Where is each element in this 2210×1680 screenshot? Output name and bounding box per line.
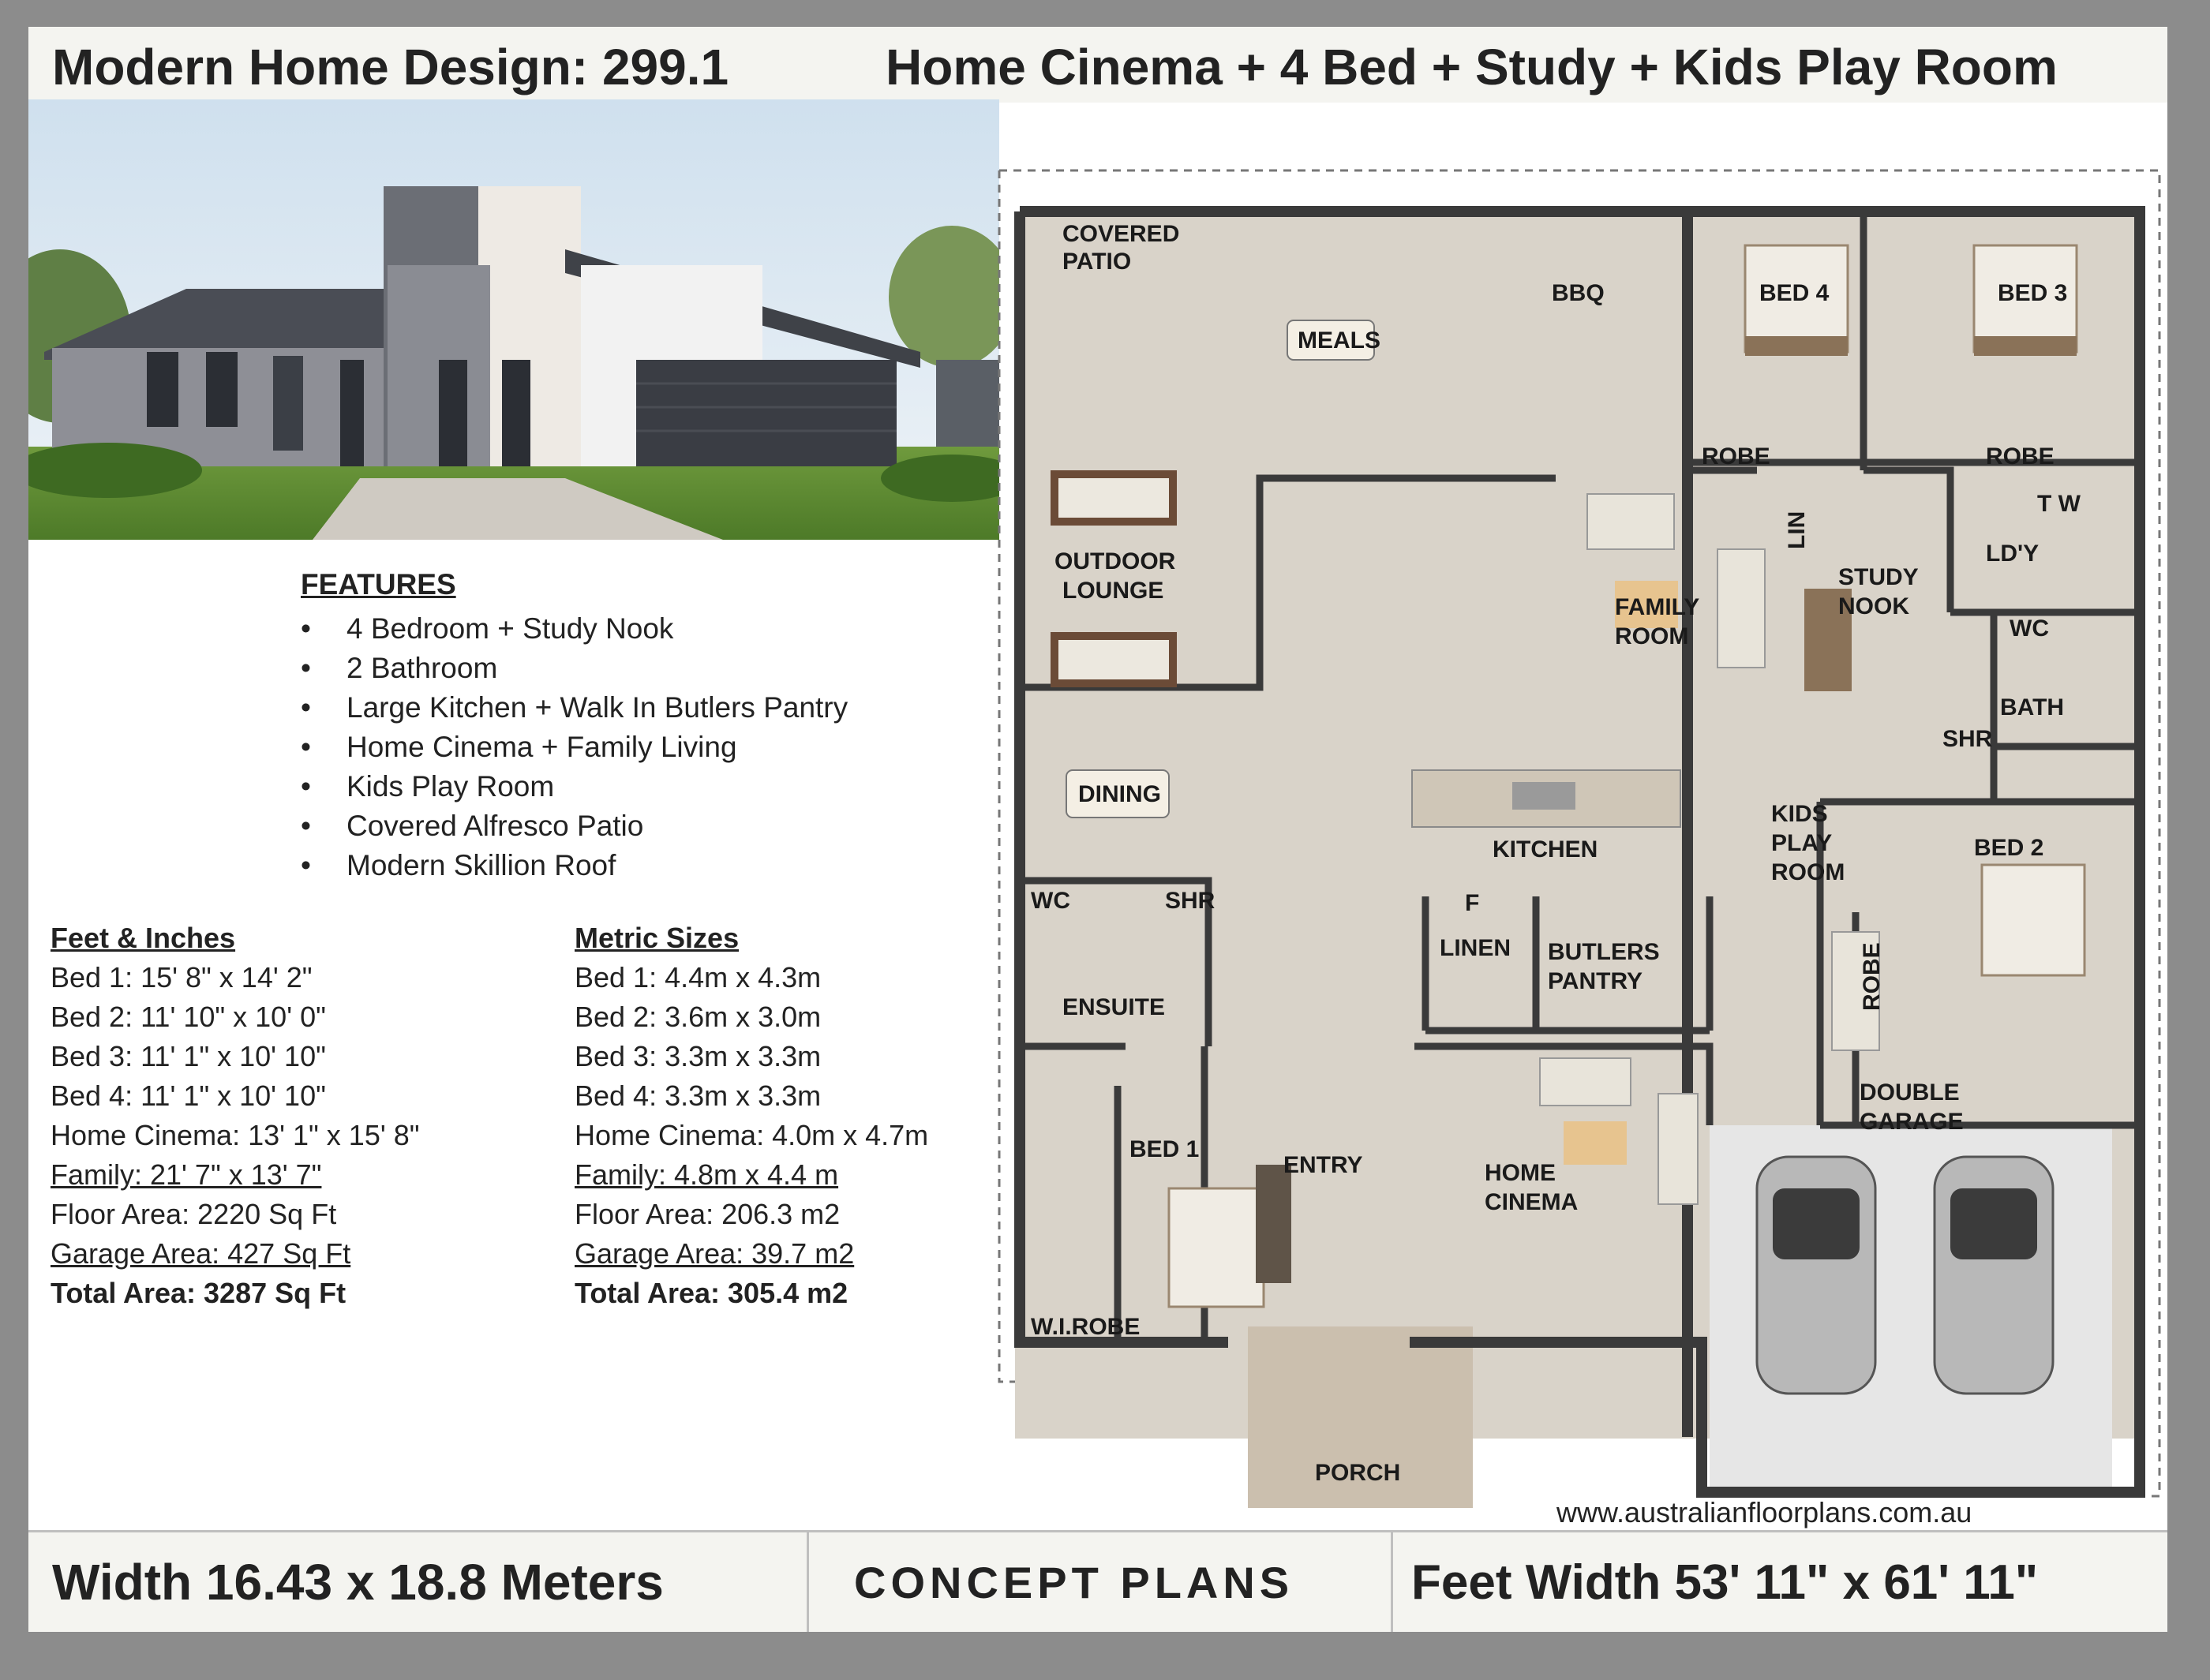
design-title: Modern Home Design: 299.1 bbox=[52, 39, 729, 95]
room-label: W.I.ROBE bbox=[1031, 1314, 1141, 1340]
footer-divider bbox=[807, 1532, 809, 1632]
website-url: www.australianfloorplans.com.au bbox=[1556, 1496, 1972, 1528]
size-row: Family: 4.8m x 4.4 m bbox=[575, 1158, 839, 1191]
size-row: Bed 3: 3.3m x 3.3m bbox=[575, 1040, 822, 1072]
room-label: BED 4 bbox=[1759, 280, 1830, 306]
size-row: Floor Area: 206.3 m2 bbox=[575, 1198, 841, 1230]
metric-sizes bbox=[575, 919, 928, 1313]
room-label: BBQ bbox=[1552, 280, 1605, 306]
room-label: BUTLERS bbox=[1548, 939, 1660, 965]
room-label: PLAY bbox=[1771, 830, 1833, 856]
room-label: NOOK bbox=[1838, 593, 1909, 619]
size-row: Floor Area: 2220 Sq Ft bbox=[51, 1198, 337, 1230]
feature-item: • Home Cinema + Family Living bbox=[301, 728, 848, 767]
room-label: KITCHEN bbox=[1493, 836, 1598, 862]
family-sofa bbox=[1587, 494, 1674, 549]
room-label: BED 2 bbox=[1974, 835, 2044, 861]
room-label: OUTDOOR bbox=[1054, 548, 1176, 574]
family-sofa bbox=[1717, 549, 1765, 668]
plan-sheet bbox=[28, 27, 2167, 1629]
room-label: PATIO bbox=[1062, 249, 1132, 275]
concept-plans-label: CONCEPT PLANS bbox=[854, 1557, 1294, 1607]
design-subtitle: Home Cinema + 4 Bed + Study + Kids Play Room bbox=[886, 39, 2058, 95]
size-row: Bed 3: 11' 1" x 10' 10" bbox=[51, 1040, 326, 1072]
total-area: Total Area: 305.4 m2 bbox=[575, 1277, 848, 1309]
feature-item: • Kids Play Room bbox=[301, 767, 848, 806]
room-label: T W bbox=[2037, 491, 2081, 517]
room-label: MEALS bbox=[1298, 327, 1380, 354]
room-label: DOUBLE bbox=[1860, 1079, 1960, 1106]
size-row: Home Cinema: 4.0m x 4.7m bbox=[575, 1119, 929, 1151]
size-row: Garage Area: 39.7 m2 bbox=[575, 1237, 855, 1270]
bed-1 bbox=[1169, 1188, 1264, 1307]
room-label: WC bbox=[1031, 888, 1070, 914]
room-label: F bbox=[1465, 890, 1480, 916]
size-row: Home Cinema: 13' 1" x 15' 8" bbox=[51, 1119, 420, 1151]
car-left bbox=[1757, 1157, 1875, 1394]
size-row: Bed 1: 4.4m x 4.3m bbox=[575, 961, 822, 993]
room-label: STUDY bbox=[1838, 564, 1919, 590]
room-label: LINEN bbox=[1440, 935, 1511, 961]
feature-item: • 4 Bedroom + Study Nook bbox=[301, 609, 848, 649]
cinema-sofa bbox=[1540, 1058, 1631, 1106]
room-label: LIN bbox=[1784, 511, 1810, 549]
cinema-sofa bbox=[1658, 1094, 1698, 1204]
size-row: Bed 4: 3.3m x 3.3m bbox=[575, 1079, 822, 1112]
size-row: Bed 4: 11' 1" x 10' 10" bbox=[51, 1079, 326, 1112]
imperial-sizes bbox=[51, 919, 420, 1313]
room-label: ROBE bbox=[1986, 443, 2055, 470]
room-label: PORCH bbox=[1315, 1460, 1401, 1486]
width-feet: Feet Width 53' 11" x 61' 11" bbox=[1411, 1555, 2039, 1610]
room-label: ENTRY bbox=[1283, 1152, 1363, 1178]
house-render-image bbox=[28, 99, 999, 540]
room-label: SHR bbox=[1165, 888, 1216, 914]
size-row: Garage Area: 427 Sq Ft bbox=[51, 1237, 351, 1270]
floor-plan bbox=[968, 139, 2183, 1516]
imperial-heading: Feet & Inches bbox=[51, 922, 236, 954]
feature-item: • Modern Skillion Roof bbox=[301, 846, 848, 885]
footer-divider bbox=[1391, 1532, 1393, 1632]
width-metric: Width 16.43 x 18.8 Meters bbox=[52, 1554, 664, 1611]
room-label: WC bbox=[2010, 616, 2049, 642]
feature-item: • 2 Bathroom bbox=[301, 649, 848, 688]
room-label: PANTRY bbox=[1548, 968, 1643, 994]
room-label: ROOM bbox=[1771, 859, 1845, 885]
size-row: Bed 1: 15' 8" x 14' 2" bbox=[51, 961, 313, 993]
room-label: DINING bbox=[1078, 781, 1161, 807]
size-row: Family: 21' 7" x 13' 7" bbox=[51, 1158, 322, 1191]
size-row: Bed 2: 11' 10" x 10' 0" bbox=[51, 1001, 326, 1033]
room-label: BED 3 bbox=[1998, 280, 2068, 306]
room-label: LD'Y bbox=[1986, 541, 2040, 567]
footer-bar bbox=[28, 1530, 2167, 1632]
room-label: KIDS bbox=[1771, 801, 1828, 827]
room-label: ENSUITE bbox=[1062, 994, 1166, 1020]
bed-2 bbox=[1982, 865, 2085, 975]
room-label: ROOM bbox=[1615, 623, 1689, 649]
features-heading: FEATURES bbox=[301, 568, 456, 601]
room-label: LOUNGE bbox=[1062, 578, 1164, 604]
total-area: Total Area: 3287 Sq Ft bbox=[51, 1277, 346, 1309]
room-label: BED 1 bbox=[1129, 1136, 1200, 1162]
title-bar bbox=[28, 27, 2167, 103]
feature-item: • Covered Alfresco Patio bbox=[301, 806, 848, 846]
room-label: CINEMA bbox=[1485, 1189, 1579, 1215]
room-label: SHR bbox=[1942, 726, 1993, 752]
metric-heading: Metric Sizes bbox=[575, 922, 740, 954]
room-label: ROBE bbox=[1859, 942, 1885, 1011]
feature-item: • Large Kitchen + Walk In Butlers Pantry bbox=[301, 688, 848, 728]
room-label: ROBE bbox=[1702, 443, 1770, 470]
room-label: COVERED bbox=[1062, 221, 1180, 247]
size-row: Bed 2: 3.6m x 3.0m bbox=[575, 1001, 822, 1033]
room-label: GARAGE bbox=[1860, 1109, 1964, 1135]
room-label: HOME bbox=[1485, 1160, 1556, 1186]
car-right bbox=[1935, 1157, 2053, 1394]
room-label: FAMILY bbox=[1615, 594, 1700, 620]
room-label: BATH bbox=[2000, 694, 2065, 720]
features-list bbox=[301, 568, 848, 885]
